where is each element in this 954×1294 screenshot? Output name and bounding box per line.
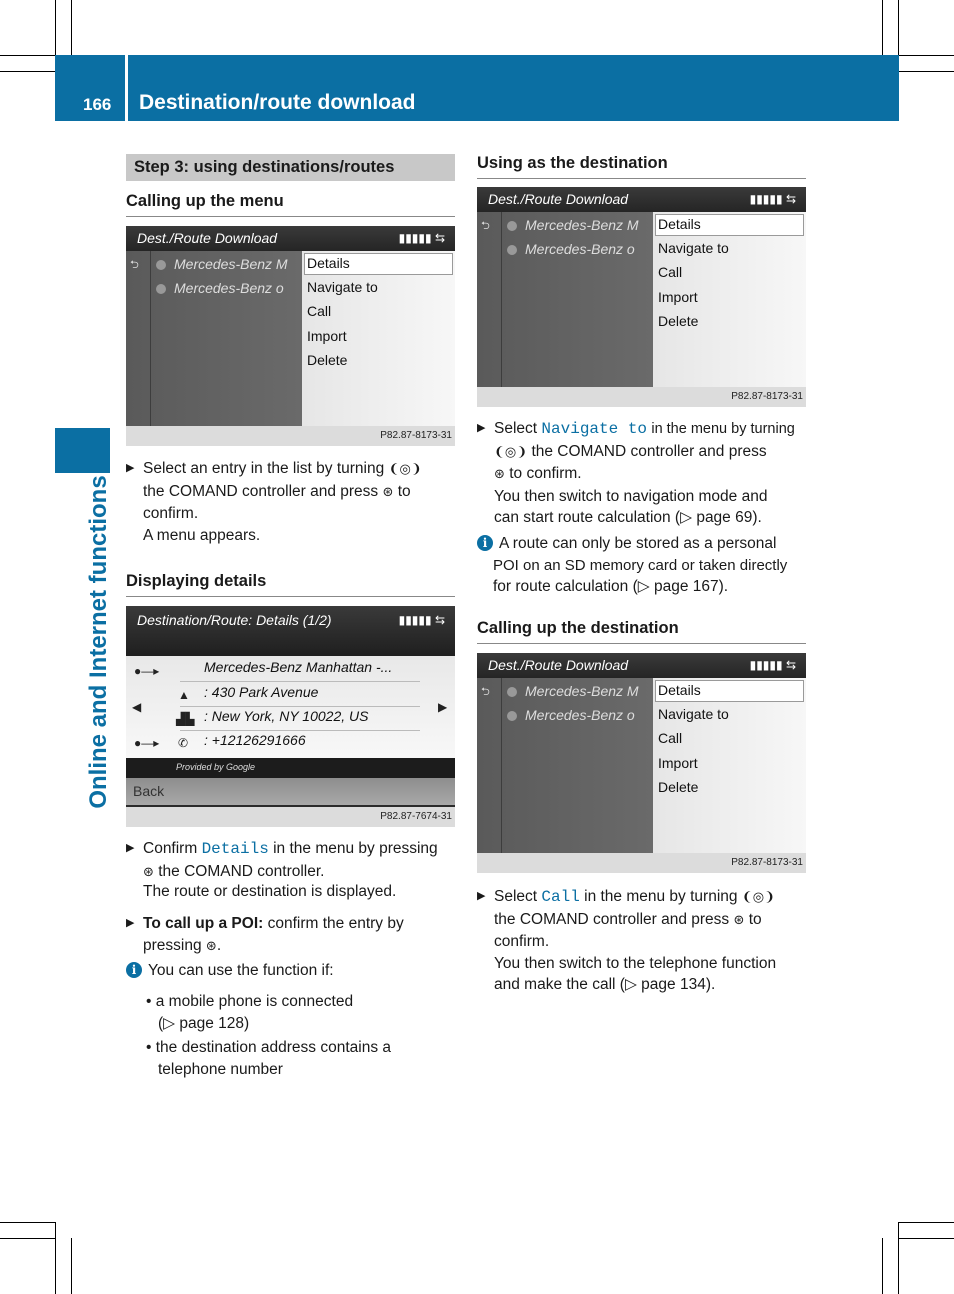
- menu-item-delete[interactable]: Delete: [658, 779, 699, 795]
- poi-icon: [507, 711, 517, 721]
- controller-press-icon: ⊛: [205, 938, 217, 954]
- list-item[interactable]: Mercedes-Benz M: [507, 683, 639, 699]
- crop-mark: [899, 1222, 954, 1223]
- crop-mark: [882, 0, 883, 55]
- bullet-item: • the destination address contains a telephone number: [146, 1039, 391, 1078]
- crop-mark: [55, 1222, 56, 1294]
- route-icon: ●—▸: [134, 664, 160, 678]
- screen-title-bar: [477, 653, 806, 678]
- row-divider: [180, 706, 420, 707]
- scroll-left-icon[interactable]: ◀: [132, 700, 142, 714]
- list-divider: [150, 251, 151, 426]
- screen-title: Dest./Route Download: [137, 230, 278, 246]
- menu-item-call[interactable]: Call: [658, 264, 683, 280]
- screen-title: Dest./Route Download: [488, 657, 629, 673]
- info-note: i A route can only be stored as a personal POI on an SD memory card or taken directly for route calculation (▷ page 167).: [477, 533, 812, 598]
- destination-list: [477, 678, 653, 853]
- controller-turn-icon: ❨◎❩: [741, 890, 775, 905]
- screen-title: Dest./Route Download: [488, 191, 629, 207]
- crop-mark: [899, 55, 954, 56]
- crop-mark: [71, 0, 72, 55]
- context-menu: [653, 212, 806, 387]
- screen-details: [126, 606, 455, 827]
- city-icon: ▟▙: [176, 712, 195, 726]
- step-arrow-icon: ▶: [477, 422, 486, 434]
- page-header: [55, 55, 899, 121]
- signal-status: ▮▮▮▮▮ ⇆: [398, 613, 445, 627]
- instruction-step: ▶ To call up a POI: confirm the entry by pressing ⊛.: [126, 915, 404, 954]
- street-icon: ▲: [178, 688, 190, 702]
- destination-list: [477, 212, 653, 387]
- menu-item-delete[interactable]: Delete: [658, 313, 699, 329]
- bullet-item: • a mobile phone is connected (▷ page 128): [146, 993, 354, 1032]
- list-item[interactable]: Mercedes-Benz o: [156, 280, 284, 296]
- controller-turn-icon: ❨◎❩: [494, 444, 528, 460]
- controller-turn-icon: ❨◎❩: [388, 462, 422, 477]
- row-divider: [180, 681, 420, 682]
- menu-item-delete[interactable]: Delete: [307, 352, 348, 368]
- screen-calling-destination: [477, 653, 806, 873]
- crop-mark: [898, 1222, 899, 1294]
- menu-item-details[interactable]: Details: [307, 255, 350, 271]
- screen-title: Destination/Route: Details (1/2): [137, 612, 332, 628]
- instruction-step: ▶ Confirm Details in the menu by pressing ⊛ the COMAND controller.: [126, 840, 438, 880]
- back-icon: ⮌: [481, 686, 490, 698]
- crop-mark: [0, 1238, 55, 1239]
- step-heading: Step 3: using destinations/routes: [126, 154, 455, 181]
- controller-press-icon: ⊛: [494, 467, 505, 482]
- scroll-right-icon[interactable]: ▶: [438, 700, 448, 714]
- crop-mark: [0, 1222, 55, 1223]
- screen-title-bar: [126, 226, 455, 251]
- signal-status: ▮▮▮▮▮ ⇆: [749, 658, 796, 672]
- crop-mark: [71, 1238, 72, 1294]
- crop-mark: [882, 1238, 883, 1294]
- instruction-step: ▶ Select Navigate to in the menu by turning ❨◎❩ the COMAND controller and press ⊛ to confirm. You then switch to navigation mode and can start route calculation (▷ page 69).: [477, 420, 795, 526]
- screen-using-destination: [477, 187, 806, 407]
- menu-item-navigate-to[interactable]: Navigate to: [658, 706, 729, 722]
- calling-destination-heading: Calling up the destination: [477, 619, 806, 644]
- menu-item-import[interactable]: Import: [658, 289, 698, 305]
- list-item[interactable]: Mercedes-Benz M: [507, 217, 639, 233]
- controller-press-icon: ⊛: [382, 484, 394, 500]
- result-text: The route or destination is displayed.: [143, 883, 397, 900]
- header-divider: [125, 55, 128, 121]
- menu-item-details[interactable]: Details: [658, 682, 701, 698]
- figure-code: P82.87-8173-31: [731, 391, 803, 402]
- menu-item-details[interactable]: Details: [658, 216, 701, 232]
- destination-list: [126, 251, 302, 426]
- controller-press-icon: ⊛: [143, 864, 154, 880]
- signal-status: ▮▮▮▮▮ ⇆: [749, 192, 796, 206]
- back-button[interactable]: Back: [126, 778, 455, 805]
- list-item[interactable]: Mercedes-Benz o: [507, 707, 635, 723]
- menu-item-call[interactable]: Call: [658, 730, 683, 746]
- step-arrow-icon: ▶: [126, 917, 135, 929]
- figure-code: P82.87-8173-31: [731, 857, 803, 868]
- figure-code: P82.87-7674-31: [380, 811, 452, 822]
- menu-item-navigate-to[interactable]: Navigate to: [307, 279, 378, 295]
- menu-item-navigate-to[interactable]: Navigate to: [658, 240, 729, 256]
- provider-label: Provided by Google: [176, 762, 256, 772]
- street-address: : 430 Park Avenue: [204, 684, 319, 700]
- side-tab-marker: [55, 428, 110, 473]
- step-arrow-icon: ▶: [126, 842, 135, 854]
- poi-icon: [507, 245, 517, 255]
- screen-footer: [477, 853, 806, 873]
- menu-item-import[interactable]: Import: [307, 328, 347, 344]
- details-panel: [126, 656, 455, 758]
- step-arrow-icon: ▶: [126, 462, 135, 474]
- phone-icon: ✆: [178, 736, 189, 750]
- section-title: Destination/route download: [139, 91, 416, 114]
- side-tab-label: Online and Internet functions: [85, 475, 112, 809]
- menu-item-call[interactable]: Call: [307, 303, 332, 319]
- using-destination-heading: Using as the destination: [477, 154, 806, 179]
- instruction-step: ▶ Select an entry in the list by turning ❨◎❩ the COMAND controller and press ⊛ to confirm. A menu appears.: [126, 460, 422, 544]
- city-address: : New York, NY 10022, US: [204, 708, 369, 724]
- screen-calling-menu: [126, 226, 455, 446]
- list-divider: [501, 678, 502, 853]
- back-icon: ⮌: [130, 259, 139, 271]
- poi-icon: [507, 221, 517, 231]
- info-note: i You can use the function if:: [126, 960, 455, 982]
- phone-number: : +12126291666: [204, 732, 306, 748]
- info-icon: i: [477, 535, 493, 551]
- screen-title-bar: [477, 187, 806, 212]
- destination-name: Mercedes-Benz Manhattan -...: [204, 659, 393, 675]
- context-menu: [653, 678, 806, 853]
- route-icon: ●—▸: [134, 736, 160, 750]
- poi-icon: [507, 687, 517, 697]
- list-divider: [501, 212, 502, 387]
- menu-item-import[interactable]: Import: [658, 755, 698, 771]
- poi-icon: [156, 284, 166, 294]
- crop-mark: [899, 1238, 954, 1239]
- back-icon: ⮌: [481, 220, 490, 232]
- controller-press-icon: ⊛: [733, 912, 745, 928]
- poi-icon: [156, 260, 166, 270]
- crop-mark: [0, 55, 55, 56]
- instruction-step: ▶ Select Call in the menu by turning ❨◎❩ the COMAND controller and press ⊛ to confirm. You then switch to the telephone function and make the call (▷ page 134).: [477, 888, 777, 993]
- screen-title-bar: [126, 606, 455, 656]
- screen-footer: [126, 807, 455, 827]
- page-number: 166: [83, 95, 112, 114]
- provider-bar: [126, 758, 455, 778]
- info-icon: i: [126, 962, 142, 978]
- figure-code: P82.87-8173-31: [380, 430, 452, 441]
- signal-status: ▮▮▮▮▮ ⇆: [398, 231, 445, 245]
- screen-footer: [477, 387, 806, 407]
- context-menu: [302, 251, 455, 426]
- step-arrow-icon: ▶: [477, 890, 486, 902]
- row-divider: [180, 730, 420, 731]
- list-item[interactable]: Mercedes-Benz o: [507, 241, 635, 257]
- screen-footer: [126, 426, 455, 446]
- calling-menu-heading: Calling up the menu: [126, 192, 455, 217]
- displaying-details-heading: Displaying details: [126, 572, 455, 597]
- list-item[interactable]: Mercedes-Benz M: [156, 256, 288, 272]
